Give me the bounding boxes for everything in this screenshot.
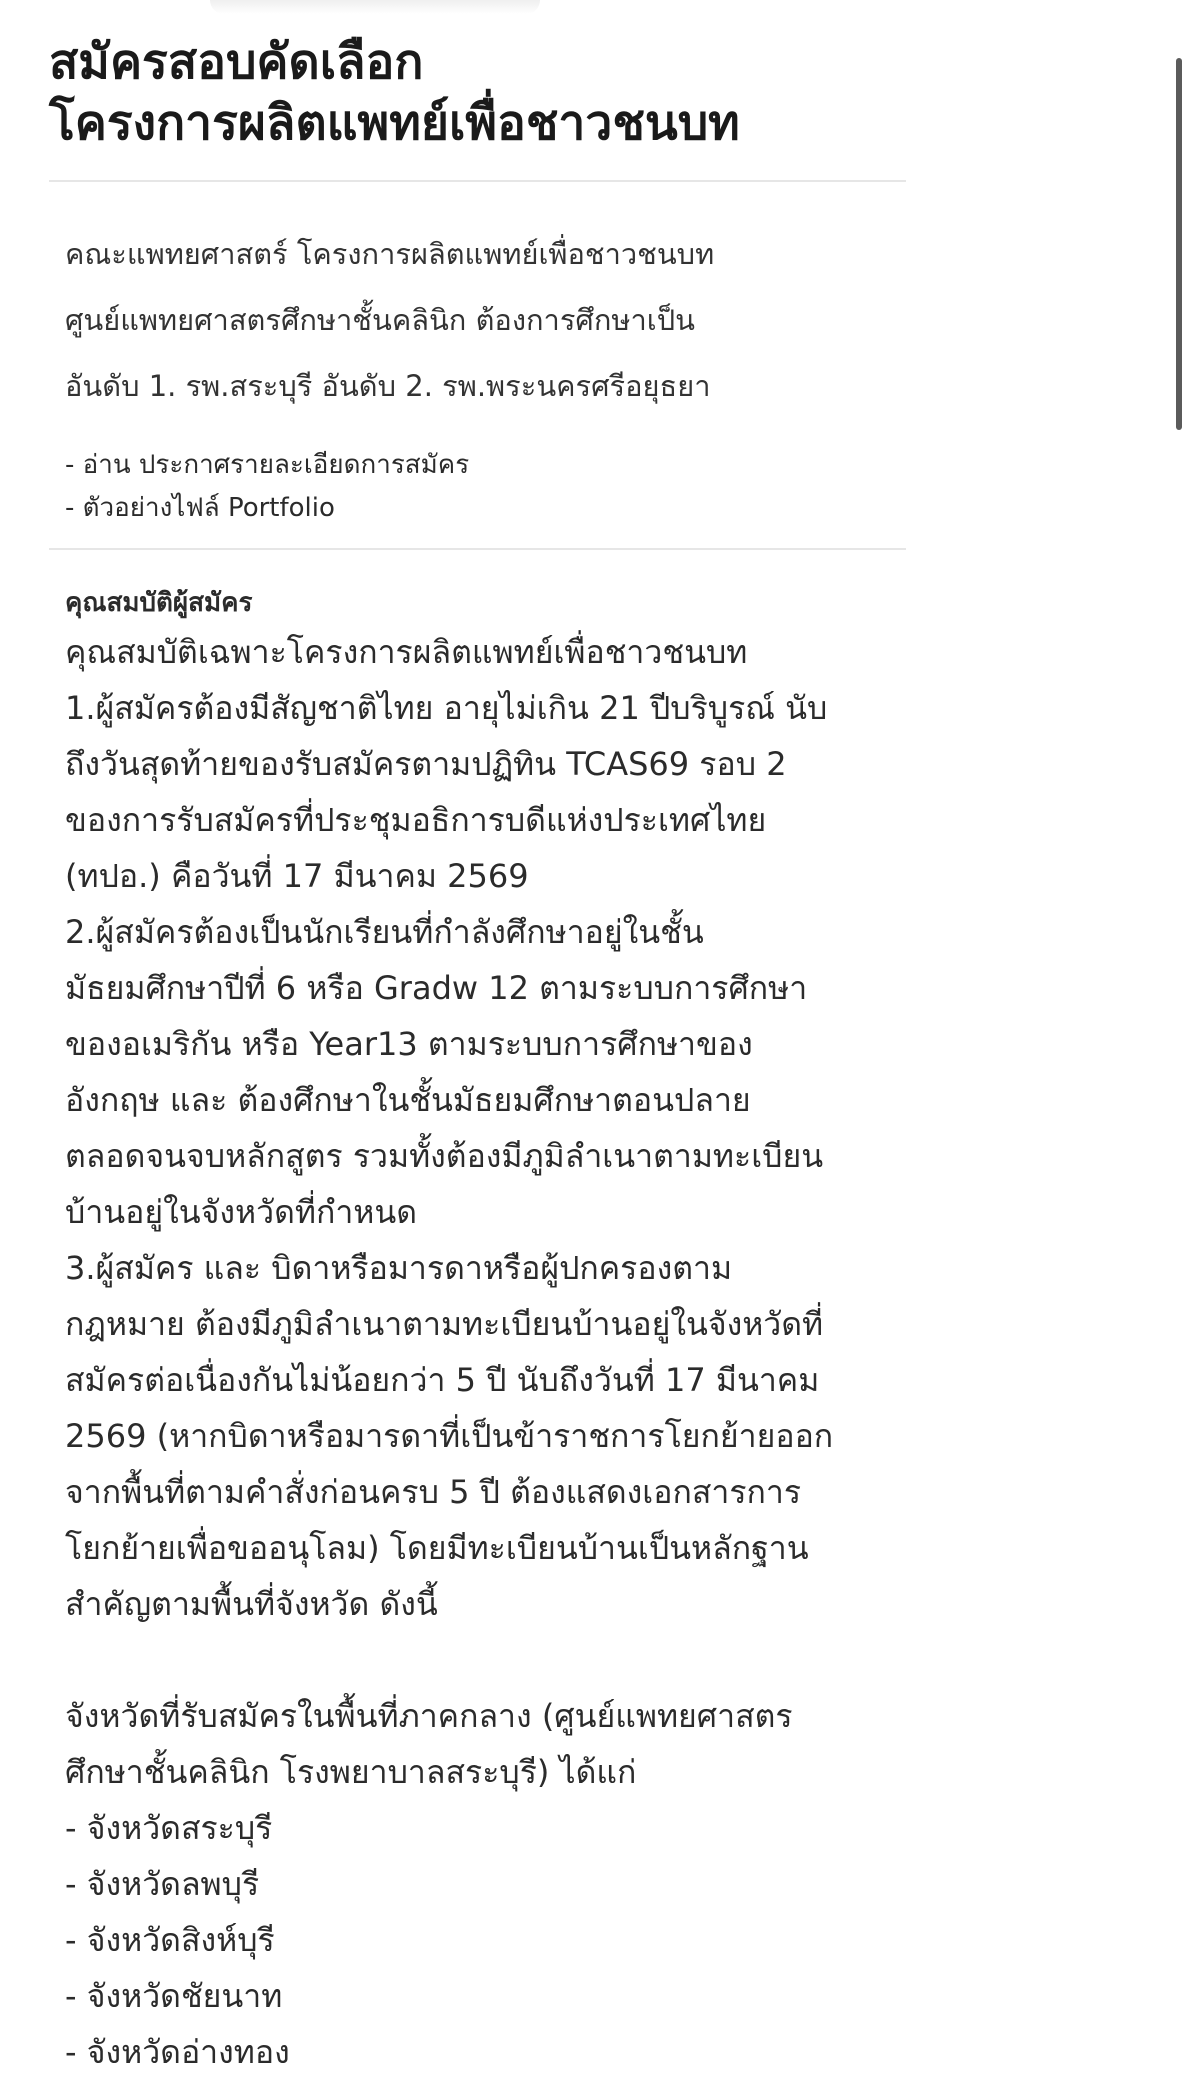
qualifications-line: - จังหวัดสระบุรี [65,1809,273,1847]
summary-line: อันดับ 1. รพ.สระบุรี อันดับ 2. รพ.พระนครศรีอยุธยา [65,369,711,403]
qualifications-line: ของการรับสมัครที่ประชุมอธิการบดีแห่งประเทศไทย [65,801,767,839]
program-summary [49,182,906,548]
qualifications-line [65,1632,890,1688]
qualifications-heading: คุณสมบัติผู้สมัคร [65,588,253,618]
page-title: สมัครสอบคัดเลือก [49,34,424,90]
qualifications-line: สำคัญตามพื้นที่จังหวัด ดังนี้ [65,1585,438,1623]
qualifications-line: ของอเมริกัน หรือ Year13 ตามระบบการศึกษาของ [65,1025,753,1063]
page-subtitle: โครงการผลิตแพทย์เพื่อชาวชนบท [49,95,740,151]
qualifications-line: 1.ผู้สมัครต้องมีสัญชาติไทย อายุไม่เกิน 21 ปีบริบูรณ์ นับ [65,689,828,727]
scrollbar[interactable] [1176,58,1182,430]
qualifications-line: โยกย้ายเพื่อขออนุโลม) โดยมีทะเบียนบ้านเป็นหลักฐาน [65,1529,809,1567]
qualifications-line: จากพื้นที่ตามคำสั่งก่อนครบ 5 ปี ต้องแสดงเอกสารการ [65,1473,802,1511]
portfolio-example-link[interactable]: - ตัวอย่างไฟล์ Portfolio [65,493,335,523]
qualifications-line: 2569 (หากบิดาหรือมารดาที่เป็นข้าราชการโยกย้ายออก [65,1417,834,1455]
announcement-link[interactable]: - อ่าน ประกาศรายละเอียดการสมัคร [65,450,470,480]
summary-line: ศูนย์แพทยศาสตรศึกษาชั้นคลินิก ต้องการศึกษาเป็น [65,303,695,337]
qualifications-line: (ทปอ.) คือวันที่ 17 มีนาคม 2569 [65,857,529,895]
qualifications-line: 3.ผู้สมัคร และ บิดาหรือมารดาหรือผู้ปกครองตาม [65,1249,733,1287]
qualifications-line: บ้านอยู่ในจังหวัดที่กำหนด [65,1193,418,1231]
qualifications-line: ตลอดจนจบหลักสูตร รวมทั้งต้องมีภูมิลำเนาตามทะเบียน [65,1137,824,1175]
qualifications-line: จังหวัดที่รับสมัครในพื้นที่ภาคกลาง (ศูนย์แพทยศาสตร [65,1697,793,1735]
summary-links [65,444,890,530]
qualifications-line: - จังหวัดสิงห์บุรี [65,1921,275,1959]
qualifications-text [65,624,890,2080]
qualifications-line: ถึงวันสุดท้ายของรับสมัครตามปฏิทิน TCAS69 รอบ 2 [65,745,787,783]
qualifications-line: คุณสมบัติเฉพาะโครงการผลิตแพทย์เพื่อชาวชนบท [65,633,748,671]
qualifications-line: - จังหวัดชัยนาท [65,1977,283,2015]
qualifications-line: - จังหวัดอ่างทอง [65,2033,290,2071]
summary-line: คณะแพทยศาสตร์ โครงการผลิตแพทย์เพื่อชาวชนบท [65,237,715,271]
top-shadow [210,0,540,14]
qualifications-line: ศึกษาชั้นคลินิก โรงพยาบาลสระบุรี) ได้แก่ [65,1753,637,1791]
qualifications-line: มัธยมศึกษาปีที่ 6 หรือ Gradw 12 ตามระบบการศึกษา [65,969,808,1007]
qualifications-section [49,550,906,2080]
qualifications-line: 2.ผู้สมัครต้องเป็นนักเรียนที่กำลังศึกษาอยู่ในชั้น [65,913,704,951]
qualifications-line: อังกฤษ และ ต้องศึกษาในชั้นมัธยมศึกษาตอนปลาย [65,1081,751,1119]
qualifications-line: - จังหวัดลพบุรี [65,1865,260,1903]
page-content [49,32,906,2080]
qualifications-line: สมัครต่อเนื่องกันไม่น้อยกว่า 5 ปี นับถึงวันที่ 17 มีนาคม [65,1361,820,1399]
summary-text [65,205,890,436]
qualifications-line: กฎหมาย ต้องมีภูมิลำเนาตามทะเบียนบ้านอยู่ในจังหวัดที่ [65,1305,824,1343]
